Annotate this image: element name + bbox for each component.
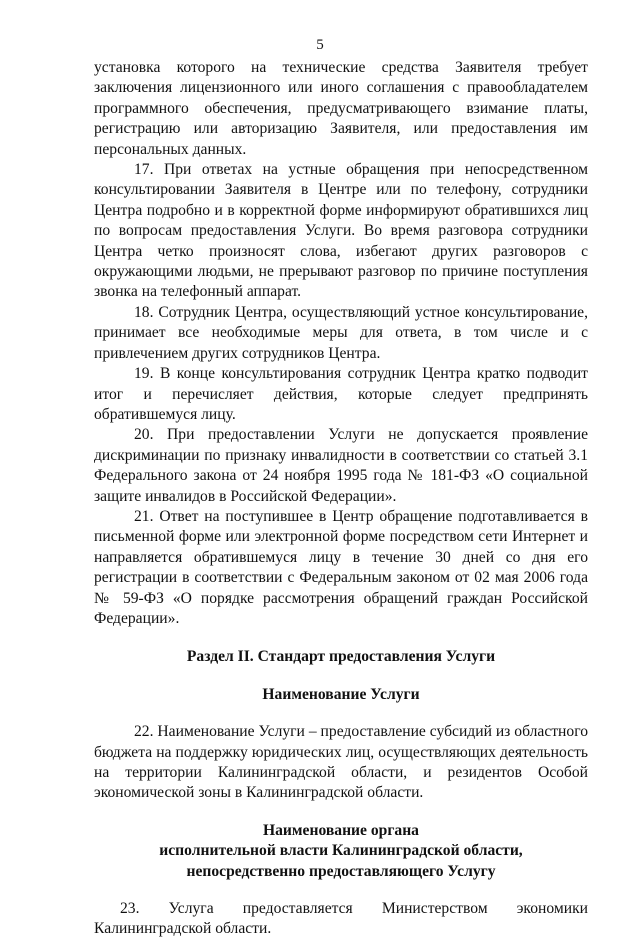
paragraph-21: 21. Ответ на поступившее в Центр обращение подготавливается в письменной форме или электронной форме посредством сети Интернет и направляется обратившемуся лицу в течение 30 дней со дня его регистрации в соответствии с Федеральным законом от 02 мая 2006 года № 59-ФЗ «О порядке рассмотрения обращений граждан Российской Федерации». [94,507,588,627]
paragraph-19: 19. В конце консультирования сотрудник Центра кратко подводит итог и перечисляет действия, которые следует предпринять обратившемуся лицу. [94,365,588,423]
subheading-authority-line: исполнительной власти Калининградской области, [159,842,523,860]
document-body [94,58,588,940]
section-heading: Раздел II. Стандарт предоставления Услуги [186,648,496,666]
paragraph-20: 20. При предоставлении Услуги не допускается проявление дискриминации по признаку инвалидности в соответствии со статьей 3.1 Федерального закона от 24 ноября 1995 года № 181-ФЗ «О социальной защите инвалидов в Российской Федерации». [94,426,588,505]
paragraph-continuation: установка которого на технические средства Заявителя требует заключения лицензионного или иного соглашения с правообладателем программного обеспечения, предусматривающего взимание платы, регистрацию или авторизацию Заявителя, или предоставления им персональных данных. [94,59,588,158]
subheading-service-name: Наименование Услуги [262,685,420,703]
paragraph-22: 22. Наименование Услуги – предоставление субсидий из областного бюджета на поддержку юридических лиц, осуществляющих деятельность на территории Калининградской области, и резидентов Особой экономической зоны в Калининградской области. [94,723,588,802]
subheading-authority-line: непосредственно предоставляющего Услугу [186,862,496,880]
page-number: 5 [316,37,324,53]
subheading-authority [94,821,588,882]
subheading-authority-line: Наименование органа [263,821,419,839]
paragraph-23: 23. Услуга предоставляется Министерством экономики Калининградской области. [94,900,588,938]
paragraph-17: 17. При ответах на устные обращения при непосредственном консультировании Заявителя в Центре или по телефону, сотрудники Центра подробно и в корректной форме информируют обратившихся лиц по вопросам предоставления Услуги. Во время разговора сотрудники Центра четко произносят слова, избегают других разговоров с окружающими людьми, не прерывают разговор по причине поступления звонка на телефонный аппарат. [94,161,588,301]
paragraph-18: 18. Сотрудник Центра, осуществляющий устное консультирование, принимает все необходимые меры для ответа, в том числе и с привлечением других сотрудников Центра. [94,303,588,362]
